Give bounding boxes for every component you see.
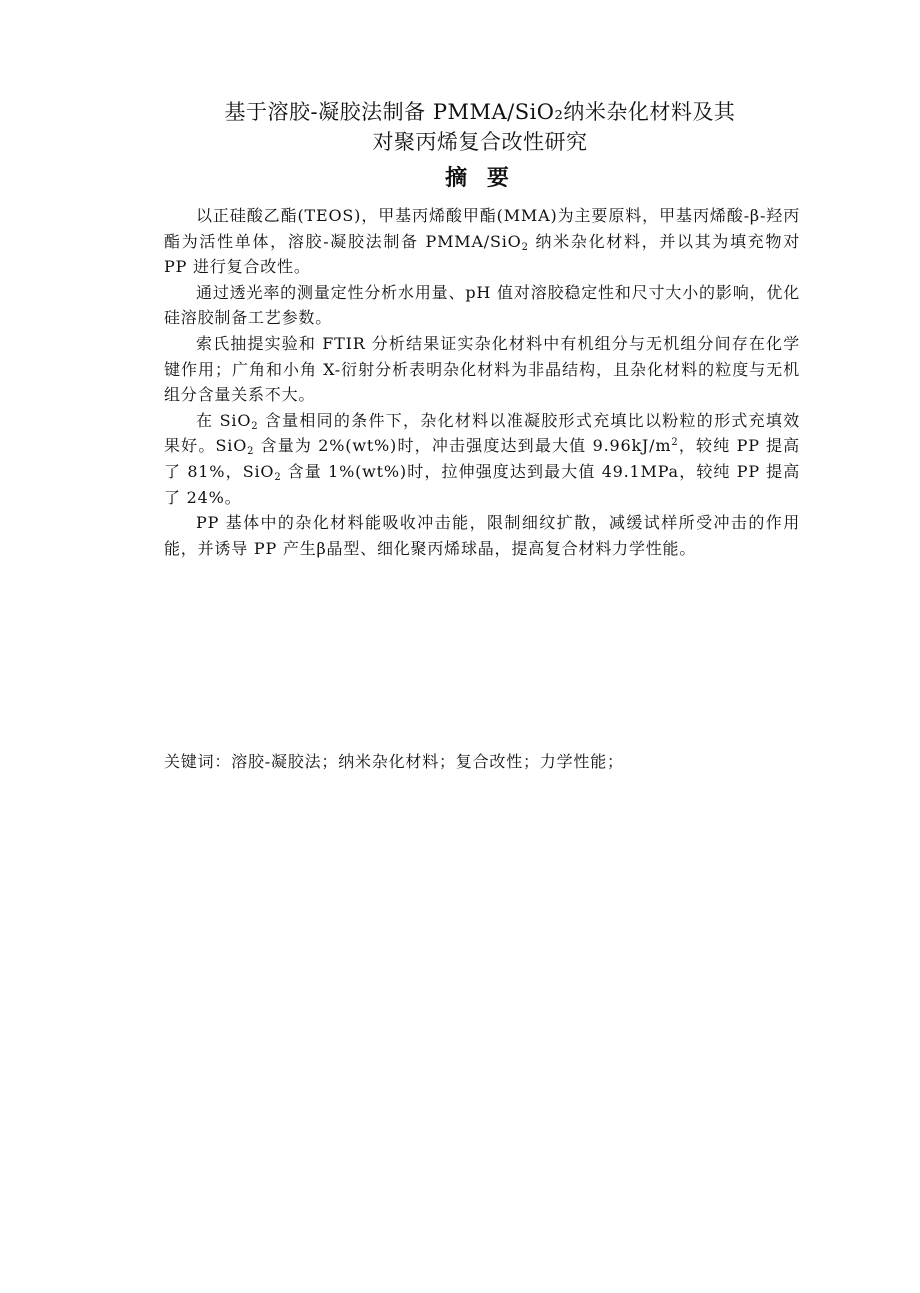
abstract-paragraph-3: 索氏抽提实验和 FTIR 分析结果证实杂化材料中有机组分与无机组分间存在化学键作用；广角和小角 X-衍射分析表明杂化材料为非晶结构，且杂化材料的粒度与无机组分含量关系不大。 bbox=[164, 333, 800, 405]
abstract-paragraph-5: PP 基体中的杂化材料能吸收冲击能，限制细纹扩散，减缓试样所受冲击的作用能，并诱导 PP 产生β晶型、细化聚丙烯球晶，提高复合材料力学性能。 bbox=[164, 513, 800, 558]
title-line-2: 对聚丙烯复合改性研究 bbox=[372, 130, 588, 154]
abstract-heading: 摘 要 bbox=[445, 165, 515, 191]
abstract-paragraph-1: 以正硅酸乙酯(TEOS)，甲基丙烯酸甲酯(MMA)为主要原料，甲基丙烯酸-β-羟丙酯为活性单体，溶胶-凝胶法制备 PMMA/SiO$_2$ 纳米杂化材料，并以其为填充物对 PP 进行复合改性。 bbox=[164, 206, 800, 277]
abstract-body bbox=[164, 203, 800, 561]
subscript: 2 bbox=[251, 420, 259, 432]
abstract-paragraph-4: 在 SiO$_2$ 含量相同的条件下，杂化材料以准凝胶形式充填比以粉粒的形式充填效果好。SiO$_2$ 含量为 2%(wt%)时，冲击强度达到最大值 $9.96kJ/m^2$，较纯 PP 提高了 81%，SiO$_2$ 含量 1%(wt%)时，拉伸强度达到最大值 49.1MPa，较纯 PP 提高了 24%。 bbox=[164, 410, 801, 507]
superscript: 2 bbox=[671, 437, 679, 449]
subscript: 2 bbox=[521, 241, 529, 253]
keywords-line: 关键词：溶胶-凝胶法；纳米杂化材料；复合改性；力学性能； bbox=[164, 752, 624, 771]
subscript: 2 bbox=[247, 446, 255, 458]
title-line-1: 基于溶胶-凝胶法制备 PMMA/SiO₂纳米杂化材料及其 bbox=[224, 100, 736, 124]
abstract-paragraph-2: 通过透光率的测量定性分析水用量、pH 值对溶胶稳定性和尺寸大小的影响，优化硅溶胶制备工艺参数。 bbox=[164, 282, 800, 328]
subscript: 2 bbox=[274, 471, 282, 483]
